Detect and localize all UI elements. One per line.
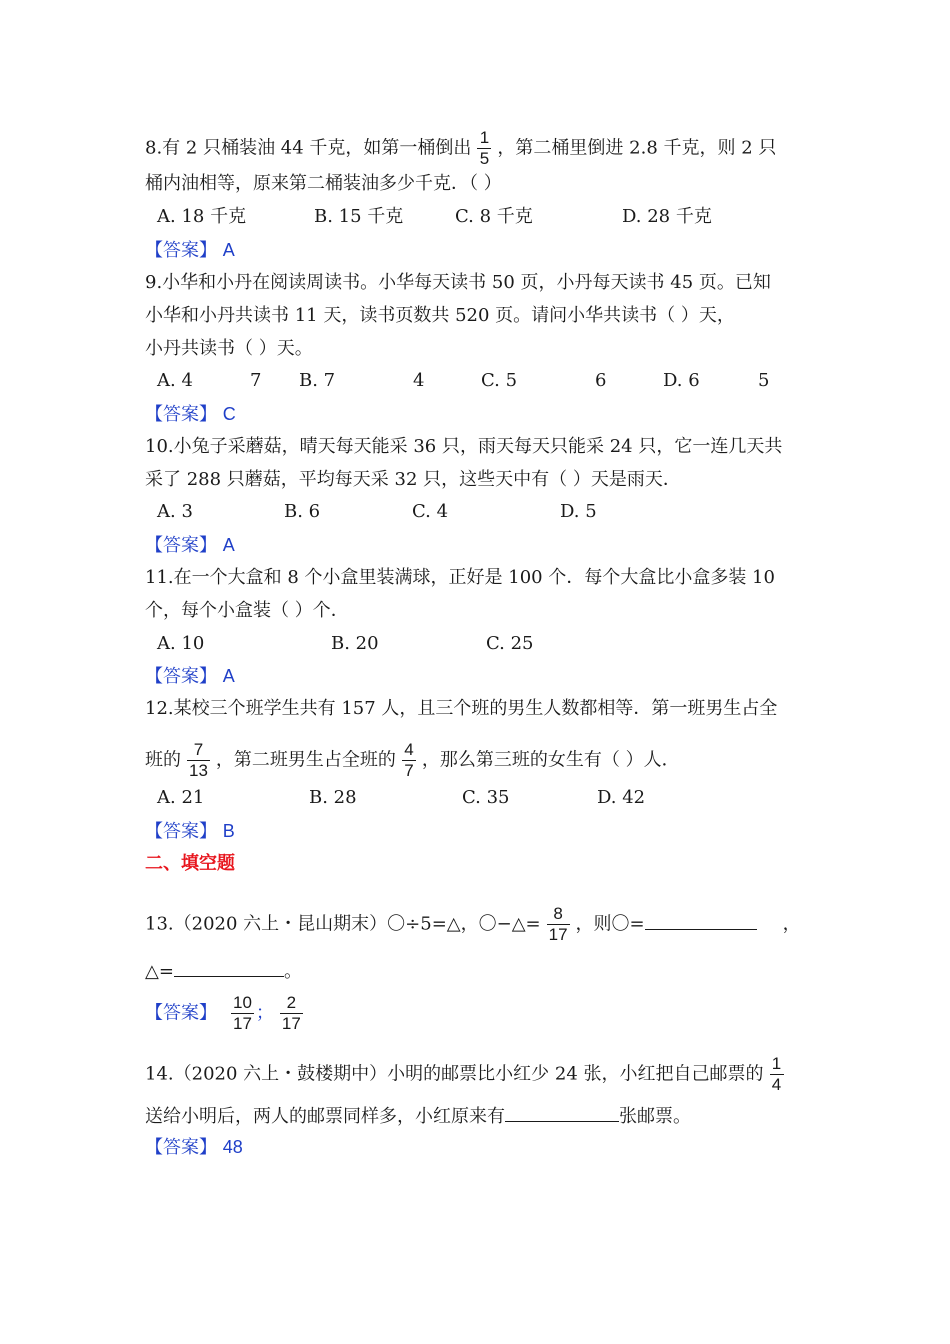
q14-blank[interactable] [505,1103,619,1122]
q12-fraction-1: $\frac{7}{13}$ [189,740,208,781]
q9-line3: 小丹共读书（ ）天。 [145,338,313,359]
q10-answer: 【答案】 A [145,535,235,556]
q11-option-b: B. 20 [331,633,379,654]
q9-option-c: C. 5 [481,370,518,391]
q11-line1: 11.在一个大盒和 8 个小盒里装满球，正好是 100 个．每个大盒比小盒多装 10 [145,567,775,588]
q9-option-b-val: 4 [413,370,425,391]
q10-line2: 采了 288 只蘑菇，平均每天采 32 只，这些天中有（ ）天是雨天． [145,469,681,490]
q10-option-a: A. 3 [157,501,193,522]
q12-fraction-2: $\frac{4}{7}$ [402,740,416,781]
q8-option-c: C. 8 千克 [455,206,533,227]
q11-line2: 个，每个小盒装（ ）个． [145,600,349,621]
q8-text-b: ，第二桶里倒进 2.8 千克，则 2 只 [497,137,777,159]
q11-option-a: A. 10 [157,633,205,654]
q14-line2: 送给小明后，两人的邮票同样多，小红原来有 张邮票。 [145,1103,691,1129]
q9-option-a: A. 4 [157,370,193,391]
q11-option-c: C. 25 [486,633,534,654]
q9-option-c-val: 6 [595,370,607,391]
q8-line2: 桶内油相等，原来第二桶装油多少千克．（ ） [145,173,502,194]
q8-option-b: B. 15 千克 [314,206,404,227]
q13-blank-1[interactable] [645,911,757,930]
q12-option-b: B. 28 [309,787,357,808]
q9-option-d-val: 5 [758,370,770,391]
q10-line1: 10.小兔子采蘑菇，晴天每天能采 36 只，雨天每天只能采 24 只，它一连几天共 [145,436,783,457]
q14-answer: 【答案】 48 [145,1137,243,1158]
q14-fraction: $\frac{1}{4}$ [770,1054,784,1095]
section-heading-fill-blank: 二、填空题 [145,853,235,874]
q10-option-b: B. 6 [284,501,321,522]
q13-fraction: $\frac{8}{17}$ [548,904,568,945]
q12-option-c: C. 35 [462,787,510,808]
q13-answer-fraction-1: $\frac{10}{17}$ [233,993,252,1034]
q9-line2: 小华和小丹共读书 11 天，读书页数共 520 页。请问小华共读书（ ）天， [145,305,735,326]
q8-fraction: $\frac{1}{5}$ [477,128,491,169]
q11-answer: 【答案】 A [145,666,235,687]
q12-option-a: A. 21 [157,787,205,808]
q13-answer: 【答案】 $\frac{10}{17}$ ； $\frac{2}{17}$ [145,993,301,1034]
q8-answer: 【答案】 A [145,240,235,261]
q12-answer: 【答案】 B [145,821,235,842]
q9-option-a-val: 7 [250,370,262,391]
q10-option-c: C. 4 [412,501,449,522]
q13-answer-fraction-2: $\frac{2}{17}$ [281,993,301,1034]
q9-option-b: B. 7 [299,370,336,391]
q8-line1 [145,128,776,169]
q8-text-a: 8.有 2 只桶装油 44 千克，如第一桶倒出 [145,137,472,159]
q10-option-d: D. 5 [560,501,597,522]
q12-line1: 12.某校三个班学生共有 157 人，且三个班的男生人数都相等．第一班男生占全 [145,698,778,719]
q14-line1: 14.（2020 六上・鼓楼期中）小明的邮票比小红少 24 张，小红把自己邮票的 $\frac{1}{4}$ [145,1054,790,1095]
q13-line2: △= 。 [145,958,302,984]
q9-option-d: D. 6 [663,370,700,391]
q12-option-d: D. 42 [597,787,646,808]
q12-line2: 班的 $\frac{7}{13}$ ，第二班男生占全班的 $\frac{4}{7}$ ，那么第三班的女生有（ ）人． [145,740,680,781]
q13-line1: 13.（2020 六上・昆山期末）〇÷5=△，〇−△= $\frac{8}{17}$ ，则〇= ， [145,904,801,945]
q13-blank-2[interactable] [174,958,284,977]
q9-line1: 9.小华和小丹在阅读周读书。小华每天读书 50 页，小丹每天读书 45 页。已知 [145,272,771,293]
q8-option-a: A. 18 千克 [157,206,247,227]
q9-answer: 【答案】 C [145,404,236,425]
q8-option-d: D. 28 千克 [622,206,712,227]
